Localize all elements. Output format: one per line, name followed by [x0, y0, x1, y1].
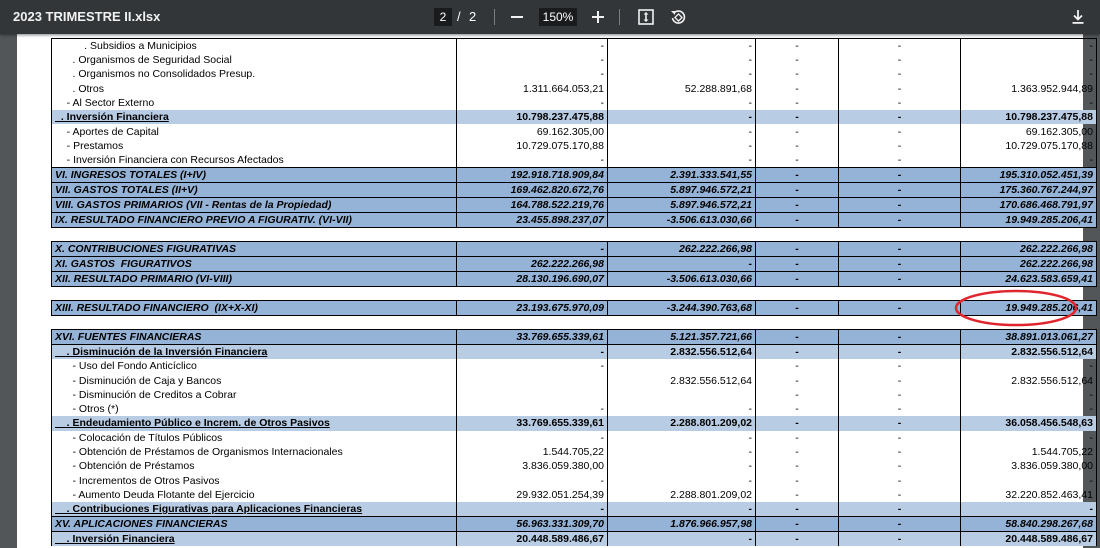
row-label: [52, 139, 457, 153]
value-cell: -: [756, 473, 839, 487]
value-cell: -: [457, 502, 608, 517]
value-cell: -: [457, 153, 608, 168]
value-cell: -: [839, 402, 961, 416]
value-cell: 2.832.556.512,64: [961, 345, 1097, 360]
table-row: [52, 345, 1097, 360]
value-cell: -: [839, 242, 961, 257]
row-label: [52, 330, 457, 345]
table-row: [52, 517, 1097, 532]
spacer-cell: [608, 287, 756, 301]
value-cell: -: [756, 431, 839, 445]
toolbar-divider: [494, 9, 495, 25]
table-row: [52, 242, 1097, 257]
table-row: [52, 431, 1097, 445]
value-cell: 20.448.589.486,67: [457, 532, 608, 547]
value-cell: -: [608, 402, 756, 416]
row-label-text: X. CONTRIBUCIONES FIGURATIVAS: [55, 243, 237, 256]
value-cell: -: [756, 153, 839, 168]
value-cell: -: [756, 67, 839, 81]
value-cell: -: [839, 168, 961, 183]
spacer-cell: [457, 287, 608, 301]
row-label-text: - Colocación de Títulos Públicos: [55, 431, 223, 444]
spacer-cell: [756, 287, 839, 301]
value-cell: 32.220.852.463,41: [961, 488, 1097, 502]
fit-to-page-icon[interactable]: [637, 8, 655, 26]
spacer-cell: [52, 228, 457, 242]
spacer-row: [52, 316, 1097, 330]
value-cell: 28.130.196.690,07: [457, 272, 608, 287]
value-cell: 33.769.655.339,61: [457, 416, 608, 430]
value-cell: -: [961, 502, 1097, 517]
row-label: [52, 96, 457, 110]
value-cell: -: [608, 445, 756, 459]
value-cell: 2.391.333.541,55: [608, 168, 756, 183]
row-label-text: - Aumento Deuda Flotante del Ejercicio: [55, 488, 255, 501]
value-cell: -: [961, 153, 1097, 168]
value-cell: 262.222.266,98: [608, 242, 756, 257]
value-cell: -: [839, 502, 961, 517]
row-label-text: - Otros (*): [55, 403, 119, 416]
value-cell: -: [839, 459, 961, 473]
download-icon[interactable]: [1069, 8, 1087, 26]
value-cell: -: [961, 359, 1097, 373]
row-label: [52, 183, 457, 198]
value-cell: -: [961, 431, 1097, 445]
value-cell: -: [756, 373, 839, 387]
value-cell: -: [839, 345, 961, 360]
value-cell: [608, 359, 756, 373]
value-cell: -: [756, 416, 839, 430]
value-cell: -: [839, 124, 961, 138]
row-label: [52, 272, 457, 287]
value-cell: -: [756, 242, 839, 257]
value-cell: -: [457, 242, 608, 257]
value-cell: -: [457, 402, 608, 416]
value-cell: 1.544.705,22: [961, 445, 1097, 459]
row-label: [52, 473, 457, 487]
value-cell: 170.686.468.791,97: [961, 198, 1097, 213]
row-label: [52, 257, 457, 272]
value-cell: [457, 373, 608, 387]
spacer-cell: [608, 228, 756, 242]
value-cell: -: [756, 198, 839, 213]
row-label-text: . Endeudamiento Público e Increm. de Otros Pasivos: [55, 417, 330, 430]
row-label-text: . Organismos no Consolidados Presup.: [55, 68, 256, 81]
value-cell: 29.932.051.254,39: [457, 488, 608, 502]
value-cell: -: [839, 183, 961, 198]
value-cell: -3.506.613.030,66: [608, 272, 756, 287]
value-cell: -: [839, 301, 961, 316]
value-cell: [608, 388, 756, 402]
value-cell: -: [961, 388, 1097, 402]
value-cell: 1.311.664.053,21: [457, 82, 608, 96]
value-cell: 19.949.285.206,41: [961, 301, 1097, 316]
value-cell: -: [756, 532, 839, 547]
value-cell: -: [839, 213, 961, 228]
value-cell: -: [756, 213, 839, 228]
row-label: [52, 39, 457, 54]
value-cell: 10.798.237.475,88: [457, 110, 608, 124]
value-cell: -: [756, 53, 839, 67]
table-row: [52, 301, 1097, 316]
value-cell: -: [756, 257, 839, 272]
toolbar-divider: [619, 9, 620, 25]
value-cell: -: [756, 488, 839, 502]
row-label: [52, 416, 457, 430]
table-row: [52, 110, 1097, 124]
value-cell: 195.310.052.451,39: [961, 168, 1097, 183]
row-label: [52, 53, 457, 67]
row-label-text: - Prestamos: [55, 139, 124, 152]
value-cell: -: [608, 124, 756, 138]
page-total: 2: [469, 9, 477, 24]
row-label: [52, 502, 457, 517]
spacer-row: [52, 287, 1097, 301]
table-row: [52, 272, 1097, 287]
page-number-input[interactable]: 2: [434, 8, 452, 26]
value-cell: 20.448.589.486,67: [961, 532, 1097, 547]
value-cell: -: [756, 459, 839, 473]
value-cell: -: [839, 532, 961, 547]
red-circle-annotation: [953, 288, 1079, 328]
value-cell: 33.769.655.339,61: [457, 330, 608, 345]
value-cell: 2.832.556.512,64: [608, 373, 756, 387]
value-cell: -: [756, 388, 839, 402]
value-cell: -: [839, 431, 961, 445]
value-cell: 58.840.298.267,68: [961, 517, 1097, 532]
value-cell: 1.544.705,22: [457, 445, 608, 459]
value-cell: -: [839, 153, 961, 168]
row-label: [52, 402, 457, 416]
spacer-row: [52, 228, 1097, 242]
row-label-text: IX. RESULTADO FINANCIERO PREVIO A FIGURATIV. (VI-VII): [55, 214, 352, 227]
value-cell: 19.949.285.206,41: [961, 213, 1097, 228]
value-cell: -: [756, 82, 839, 96]
row-label-text: - Obtención de Préstamos de Organismos Internacionales: [55, 446, 343, 458]
row-label-text: - Disminución de Caja y Bancos: [55, 374, 222, 387]
value-cell: -: [756, 445, 839, 459]
table-row: [52, 213, 1097, 228]
row-label: [52, 168, 457, 183]
table-row: [52, 198, 1097, 213]
value-cell: -: [608, 532, 756, 547]
table-row: [52, 402, 1097, 416]
row-label-text: - Uso del Fondo Anticíclico: [55, 360, 197, 373]
value-cell: -: [756, 330, 839, 345]
spacer-cell: [756, 316, 839, 330]
row-label-text: . Inversión Financiera: [55, 111, 169, 124]
row-label-text: - Disminución de Creditos a Cobrar: [55, 388, 237, 401]
row-label-text: VII. GASTOS TOTALES (II+V): [55, 184, 198, 197]
table-row: [52, 124, 1097, 138]
value-cell: -: [839, 488, 961, 502]
value-cell: -: [756, 402, 839, 416]
table-row: [52, 39, 1097, 54]
spacer-cell: [839, 228, 961, 242]
row-label-text: . Disminución de la Inversión Financiera: [55, 346, 268, 359]
value-cell: 192.918.718.909,84: [457, 168, 608, 183]
row-label: [52, 373, 457, 387]
row-label: [52, 388, 457, 402]
table-row: [52, 488, 1097, 502]
row-label-text: XII. RESULTADO PRIMARIO (VI-VIII): [55, 273, 232, 286]
value-cell: -: [961, 402, 1097, 416]
table-row: [52, 502, 1097, 517]
spacer-cell: [608, 316, 756, 330]
value-cell: 38.891.013.061,27: [961, 330, 1097, 345]
value-cell: 5.121.357.721,66: [608, 330, 756, 345]
table-row: [52, 153, 1097, 168]
row-label-text: - Aportes de Capital: [55, 125, 159, 138]
value-cell: -: [608, 53, 756, 67]
row-label: [52, 213, 457, 228]
row-label: [52, 459, 457, 473]
value-cell: -: [839, 373, 961, 387]
spacer-cell: [756, 228, 839, 242]
value-cell: -: [839, 96, 961, 110]
value-cell: 10.798.237.475,88: [961, 110, 1097, 124]
value-cell: 262.222.266,98: [961, 257, 1097, 272]
row-label: [52, 198, 457, 213]
row-label-text: . Organismos de Seguridad Social: [55, 54, 232, 67]
value-cell: 56.963.331.309,70: [457, 517, 608, 532]
value-cell: 262.222.266,98: [457, 257, 608, 272]
value-cell: -: [756, 345, 839, 360]
value-cell: -: [839, 473, 961, 487]
value-cell: -: [457, 67, 608, 81]
table-row: [52, 139, 1097, 153]
row-label-text: . Inversión Financiera: [55, 533, 175, 546]
value-cell: -: [457, 473, 608, 487]
row-label-text: XI. GASTOS FIGURATIVOS: [55, 258, 192, 271]
value-cell: -: [756, 139, 839, 153]
value-cell: -: [608, 110, 756, 124]
zoom-out-button[interactable]: [511, 16, 523, 18]
value-cell: 2.832.556.512,64: [961, 373, 1097, 387]
row-label: [52, 67, 457, 81]
table-row: [52, 257, 1097, 272]
row-label-text: - Incrementos de Otros Pasivos: [55, 474, 220, 487]
value-cell: 23.455.898.237,07: [457, 213, 608, 228]
value-cell: -: [457, 431, 608, 445]
value-cell: 164.788.522.219,76: [457, 198, 608, 213]
value-cell: -: [608, 39, 756, 54]
row-label-text: . Subsidios a Municipios: [55, 40, 197, 52]
row-label-text: XVI. FUENTES FINANCIERAS: [55, 331, 202, 344]
row-label: [52, 124, 457, 138]
value-cell: -: [839, 359, 961, 373]
value-cell: 23.193.675.970,09: [457, 301, 608, 316]
spacer-cell: [839, 316, 961, 330]
spacer-cell: [457, 228, 608, 242]
value-cell: [457, 388, 608, 402]
table-row: [52, 373, 1097, 387]
value-cell: -: [457, 39, 608, 54]
table-row: [52, 183, 1097, 198]
row-label-text: XV. APLICACIONES FINANCIERAS: [55, 518, 228, 531]
table-row: [52, 388, 1097, 402]
row-label: [52, 153, 457, 168]
row-label: [52, 82, 457, 96]
value-cell: -: [839, 445, 961, 459]
table-row: [52, 82, 1097, 96]
row-label-text: - Al Sector Externo: [55, 97, 155, 110]
value-cell: -: [457, 53, 608, 67]
value-cell: 3.836.059.380,00: [457, 459, 608, 473]
row-label-text: - Obtención de Préstamos: [55, 460, 195, 473]
spacer-cell: [52, 287, 457, 301]
zoom-in-button[interactable]: [592, 10, 606, 24]
value-cell: -: [608, 459, 756, 473]
value-cell: -: [961, 473, 1097, 487]
value-cell: -: [839, 39, 961, 54]
row-label: [52, 445, 457, 459]
value-cell: -: [839, 388, 961, 402]
value-cell: -: [608, 502, 756, 517]
value-cell: -: [839, 139, 961, 153]
pdf-toolbar: [0, 0, 1100, 34]
value-cell: 3.836.059.380,00: [961, 459, 1097, 473]
row-label: [52, 242, 457, 257]
table-row: [52, 330, 1097, 345]
value-cell: -: [756, 124, 839, 138]
value-cell: -: [756, 301, 839, 316]
value-cell: -: [608, 67, 756, 81]
value-cell: -: [756, 502, 839, 517]
row-label-text: VIII. GASTOS PRIMARIOS (VII - Rentas de la Propiedad): [55, 199, 332, 212]
value-cell: 52.288.891,68: [608, 82, 756, 96]
row-label: [52, 517, 457, 532]
row-label: [52, 345, 457, 360]
value-cell: 10.729.075.170,88: [961, 139, 1097, 153]
document-title: 2023 TRIMESTRE II.xlsx: [13, 9, 161, 24]
table-row: [52, 473, 1097, 487]
table-row: [52, 532, 1097, 547]
value-cell: -: [839, 198, 961, 213]
budget-table: [51, 38, 1097, 546]
rotate-icon[interactable]: [669, 8, 687, 26]
row-label-text: - Inversión Financiera con Recursos Afectados: [55, 154, 284, 167]
value-cell: 5.897.946.572,21: [608, 198, 756, 213]
value-cell: -: [756, 183, 839, 198]
row-label-text: VI. INGRESOS TOTALES (I+IV): [55, 169, 207, 182]
value-cell: -: [756, 168, 839, 183]
value-cell: 262.222.266,98: [961, 242, 1097, 257]
value-cell: -3.244.390.763,68: [608, 301, 756, 316]
row-label-text: . Otros: [55, 82, 105, 95]
value-cell: -: [608, 431, 756, 445]
table-row: [52, 459, 1097, 473]
value-cell: -: [839, 67, 961, 81]
value-cell: -: [457, 96, 608, 110]
table-row: [52, 445, 1097, 459]
value-cell: -: [457, 345, 608, 360]
value-cell: -: [839, 330, 961, 345]
value-cell: 2.288.801.209,02: [608, 488, 756, 502]
value-cell: -: [608, 473, 756, 487]
row-label: [52, 301, 457, 316]
value-cell: -: [839, 416, 961, 430]
spacer-cell: [839, 287, 961, 301]
page-separator: /: [457, 9, 461, 24]
row-label: [52, 488, 457, 502]
value-cell: 169.462.820.672,76: [457, 183, 608, 198]
table-row: [52, 53, 1097, 67]
value-cell: 1.363.952.944,89: [961, 82, 1097, 96]
value-cell: -: [608, 96, 756, 110]
value-cell: -: [839, 272, 961, 287]
value-cell: 36.058.456.548,63: [961, 416, 1097, 430]
value-cell: -: [961, 96, 1097, 110]
value-cell: -: [961, 39, 1097, 54]
value-cell: -: [608, 153, 756, 168]
value-cell: -: [839, 110, 961, 124]
value-cell: 175.360.767.244,97: [961, 183, 1097, 198]
row-label: [52, 532, 457, 547]
spacer-cell: [52, 316, 457, 330]
value-cell: -: [839, 53, 961, 67]
value-cell: -: [756, 110, 839, 124]
value-cell: -: [839, 82, 961, 96]
value-cell: 10.729.075.170,88: [457, 139, 608, 153]
value-cell: 69.162.305,00: [961, 124, 1097, 138]
value-cell: -: [608, 257, 756, 272]
row-label: [52, 431, 457, 445]
value-cell: -: [839, 517, 961, 532]
table-row: [52, 96, 1097, 110]
value-cell: -: [839, 257, 961, 272]
value-cell: 5.897.946.572,21: [608, 183, 756, 198]
row-label: [52, 110, 457, 124]
value-cell: -: [756, 39, 839, 54]
value-cell: 24.623.583.659,41: [961, 272, 1097, 287]
value-cell: -: [961, 53, 1097, 67]
value-cell: -: [756, 96, 839, 110]
value-cell: 1.876.966.957,98: [608, 517, 756, 532]
value-cell: -: [756, 272, 839, 287]
table-row: [52, 67, 1097, 81]
table-row: [52, 359, 1097, 373]
value-cell: -: [756, 359, 839, 373]
value-cell: 2.288.801.209,02: [608, 416, 756, 430]
row-label-text: . Contribuciones Figurativas para Aplicaciones Financieras: [55, 503, 363, 516]
value-cell: -: [756, 517, 839, 532]
spacer-cell: [457, 316, 608, 330]
value-cell: -: [961, 67, 1097, 81]
zoom-level-input[interactable]: 150%: [539, 8, 577, 26]
row-label: [52, 359, 457, 373]
value-cell: 69.162.305,00: [457, 124, 608, 138]
spacer-cell: [961, 228, 1097, 242]
table-row: [52, 416, 1097, 430]
table-row: [52, 168, 1097, 183]
row-label-text: XIII. RESULTADO FINANCIERO (IX+X-XI): [55, 302, 258, 315]
value-cell: -: [608, 139, 756, 153]
pdf-page: [17, 34, 1093, 548]
value-cell: -3.506.613.030,66: [608, 213, 756, 228]
value-cell: -: [457, 359, 608, 373]
value-cell: 2.832.556.512,64: [608, 345, 756, 360]
